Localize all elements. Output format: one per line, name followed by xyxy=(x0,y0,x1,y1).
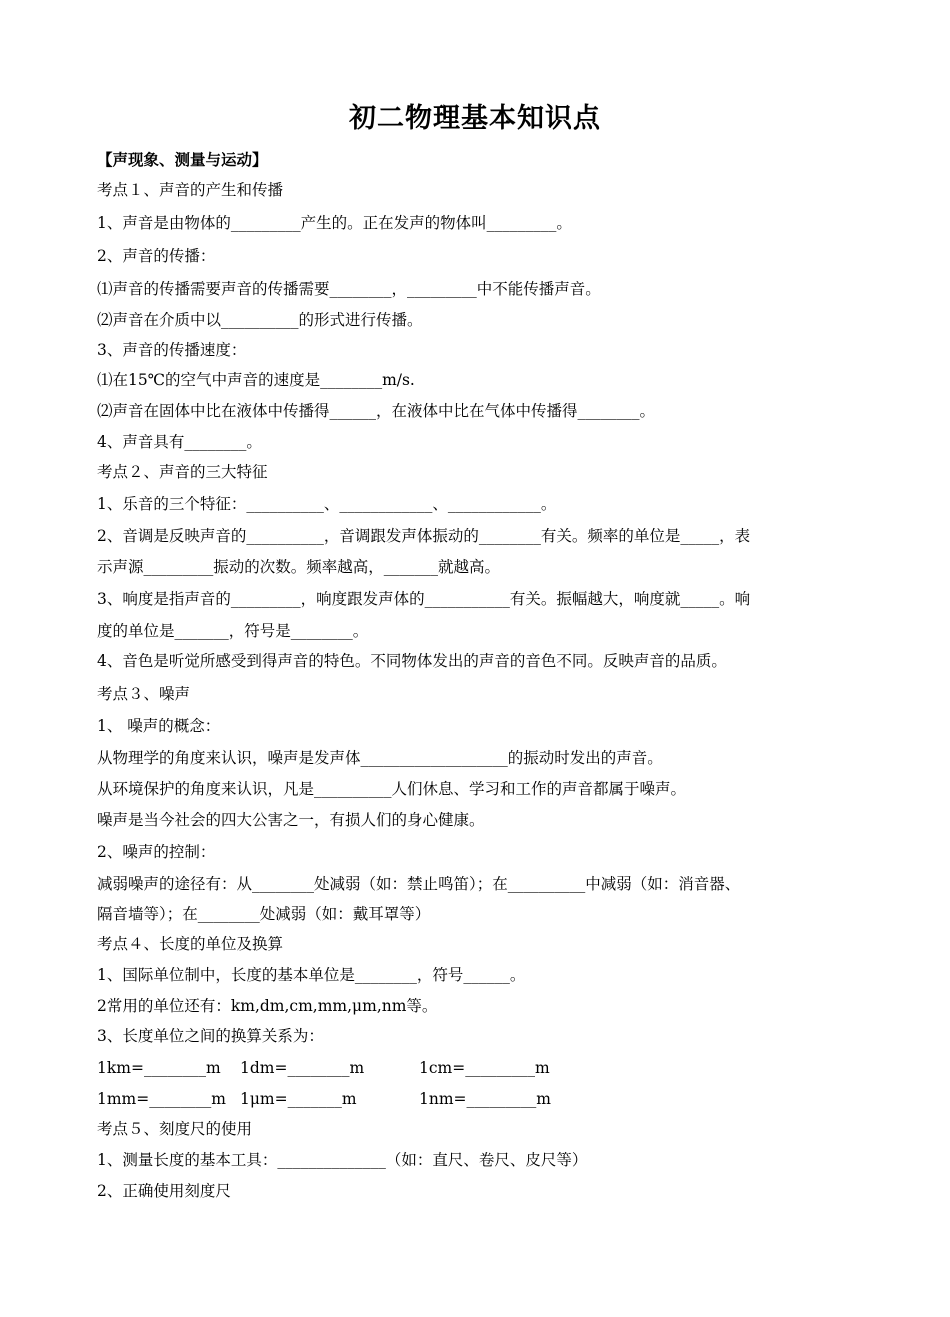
conversion-item: 1nm=_________m xyxy=(419,1090,551,1108)
conversion-item: 1mm=________m xyxy=(97,1090,226,1108)
text-line: 2、音调是反映声音的__________，音调跟发声体振动的________有关。频率的单位是_____，表 xyxy=(97,527,751,545)
text-line: 示声源_________振动的次数。频率越高，_______就越高。 xyxy=(97,558,501,576)
text-line: 2、声音的传播： xyxy=(97,247,216,265)
text-line: 度的单位是_______，符号是________。 xyxy=(97,622,369,640)
conversion-item: 1km=________m xyxy=(97,1059,221,1077)
text-line: 2、噪声的控制： xyxy=(97,843,216,861)
text-line: 3、响度是指声音的_________，响度跟发声体的___________有关。振幅越大，响度就_____。响 xyxy=(97,590,751,608)
topic-heading: 考点２、声音的三大特征 xyxy=(97,463,268,481)
text-line: 1、乐音的三个特征：__________、____________、____________。 xyxy=(97,495,557,513)
text-line: 1、 噪声的概念： xyxy=(97,717,221,735)
text-line: 3、声音的传播速度： xyxy=(97,341,247,359)
text-line: 4、音色是听觉所感受到得声音的特色。不同物体发出的声音的音色不同。反映声音的品质。 xyxy=(97,652,727,670)
text-line: ⑴在15℃的空气中声音的速度是________m/s. xyxy=(97,371,415,389)
topic-heading: 考点３、噪声 xyxy=(97,685,191,703)
text-line: 从环境保护的角度来认识，凡是__________人们休息、学习和工作的声音都属于噪声。 xyxy=(97,780,687,798)
topic-heading: 考点５、刻度尺的使用 xyxy=(97,1120,253,1138)
text-line: 1、国际单位制中，长度的基本单位是________，符号______。 xyxy=(97,966,526,984)
text-line: ⑵声音在介质中以__________的形式进行传播。 xyxy=(97,311,423,329)
topic-heading: 考点４、长度的单位及换算 xyxy=(97,935,284,953)
text-line: 4、声音具有________。 xyxy=(97,433,262,451)
text-line: ⑵声音在固体中比在液体中传播得______，在液体中比在气体中传播得________。 xyxy=(97,402,656,420)
section-heading: 【声现象、测量与运动】 xyxy=(97,150,268,169)
conversion-item: 1dm=________m xyxy=(240,1059,365,1077)
page-title: 初二物理基本知识点 xyxy=(349,103,601,134)
topic-heading: 考点１、声音的产生和传播 xyxy=(97,181,284,199)
text-line: 2常用的单位还有：km,dm,cm,mm,μm,nm等。 xyxy=(97,997,438,1015)
conversion-item: 1μm=_______m xyxy=(240,1090,357,1108)
text-line: 1、声音是由物体的_________产生的。正在发声的物体叫_________。 xyxy=(97,214,572,232)
text-line: 3、长度单位之间的换算关系为： xyxy=(97,1027,324,1045)
text-line: 减弱噪声的途径有：从________处减弱（如：禁止鸣笛）；在__________中减弱（如：消音器、 xyxy=(97,875,741,893)
text-line: 2、正确使用刻度尺 xyxy=(97,1182,231,1200)
text-line: 噪声是当今社会的四大公害之一，有损人们的身心健康。 xyxy=(97,811,485,829)
text-line: 隔音墙等）；在________处减弱（如：戴耳罩等） xyxy=(97,905,431,923)
conversion-item: 1cm=_________m xyxy=(419,1059,550,1077)
text-line: ⑴声音的传播需要声音的传播需要________，_________中不能传播声音。 xyxy=(97,280,601,298)
text-line: 1、测量长度的基本工具：______________（如：直尺、卷尺、皮尺等） xyxy=(97,1151,588,1169)
text-line: 从物理学的角度来认识，噪声是发声体___________________的振动时发出的声音。 xyxy=(97,749,663,767)
